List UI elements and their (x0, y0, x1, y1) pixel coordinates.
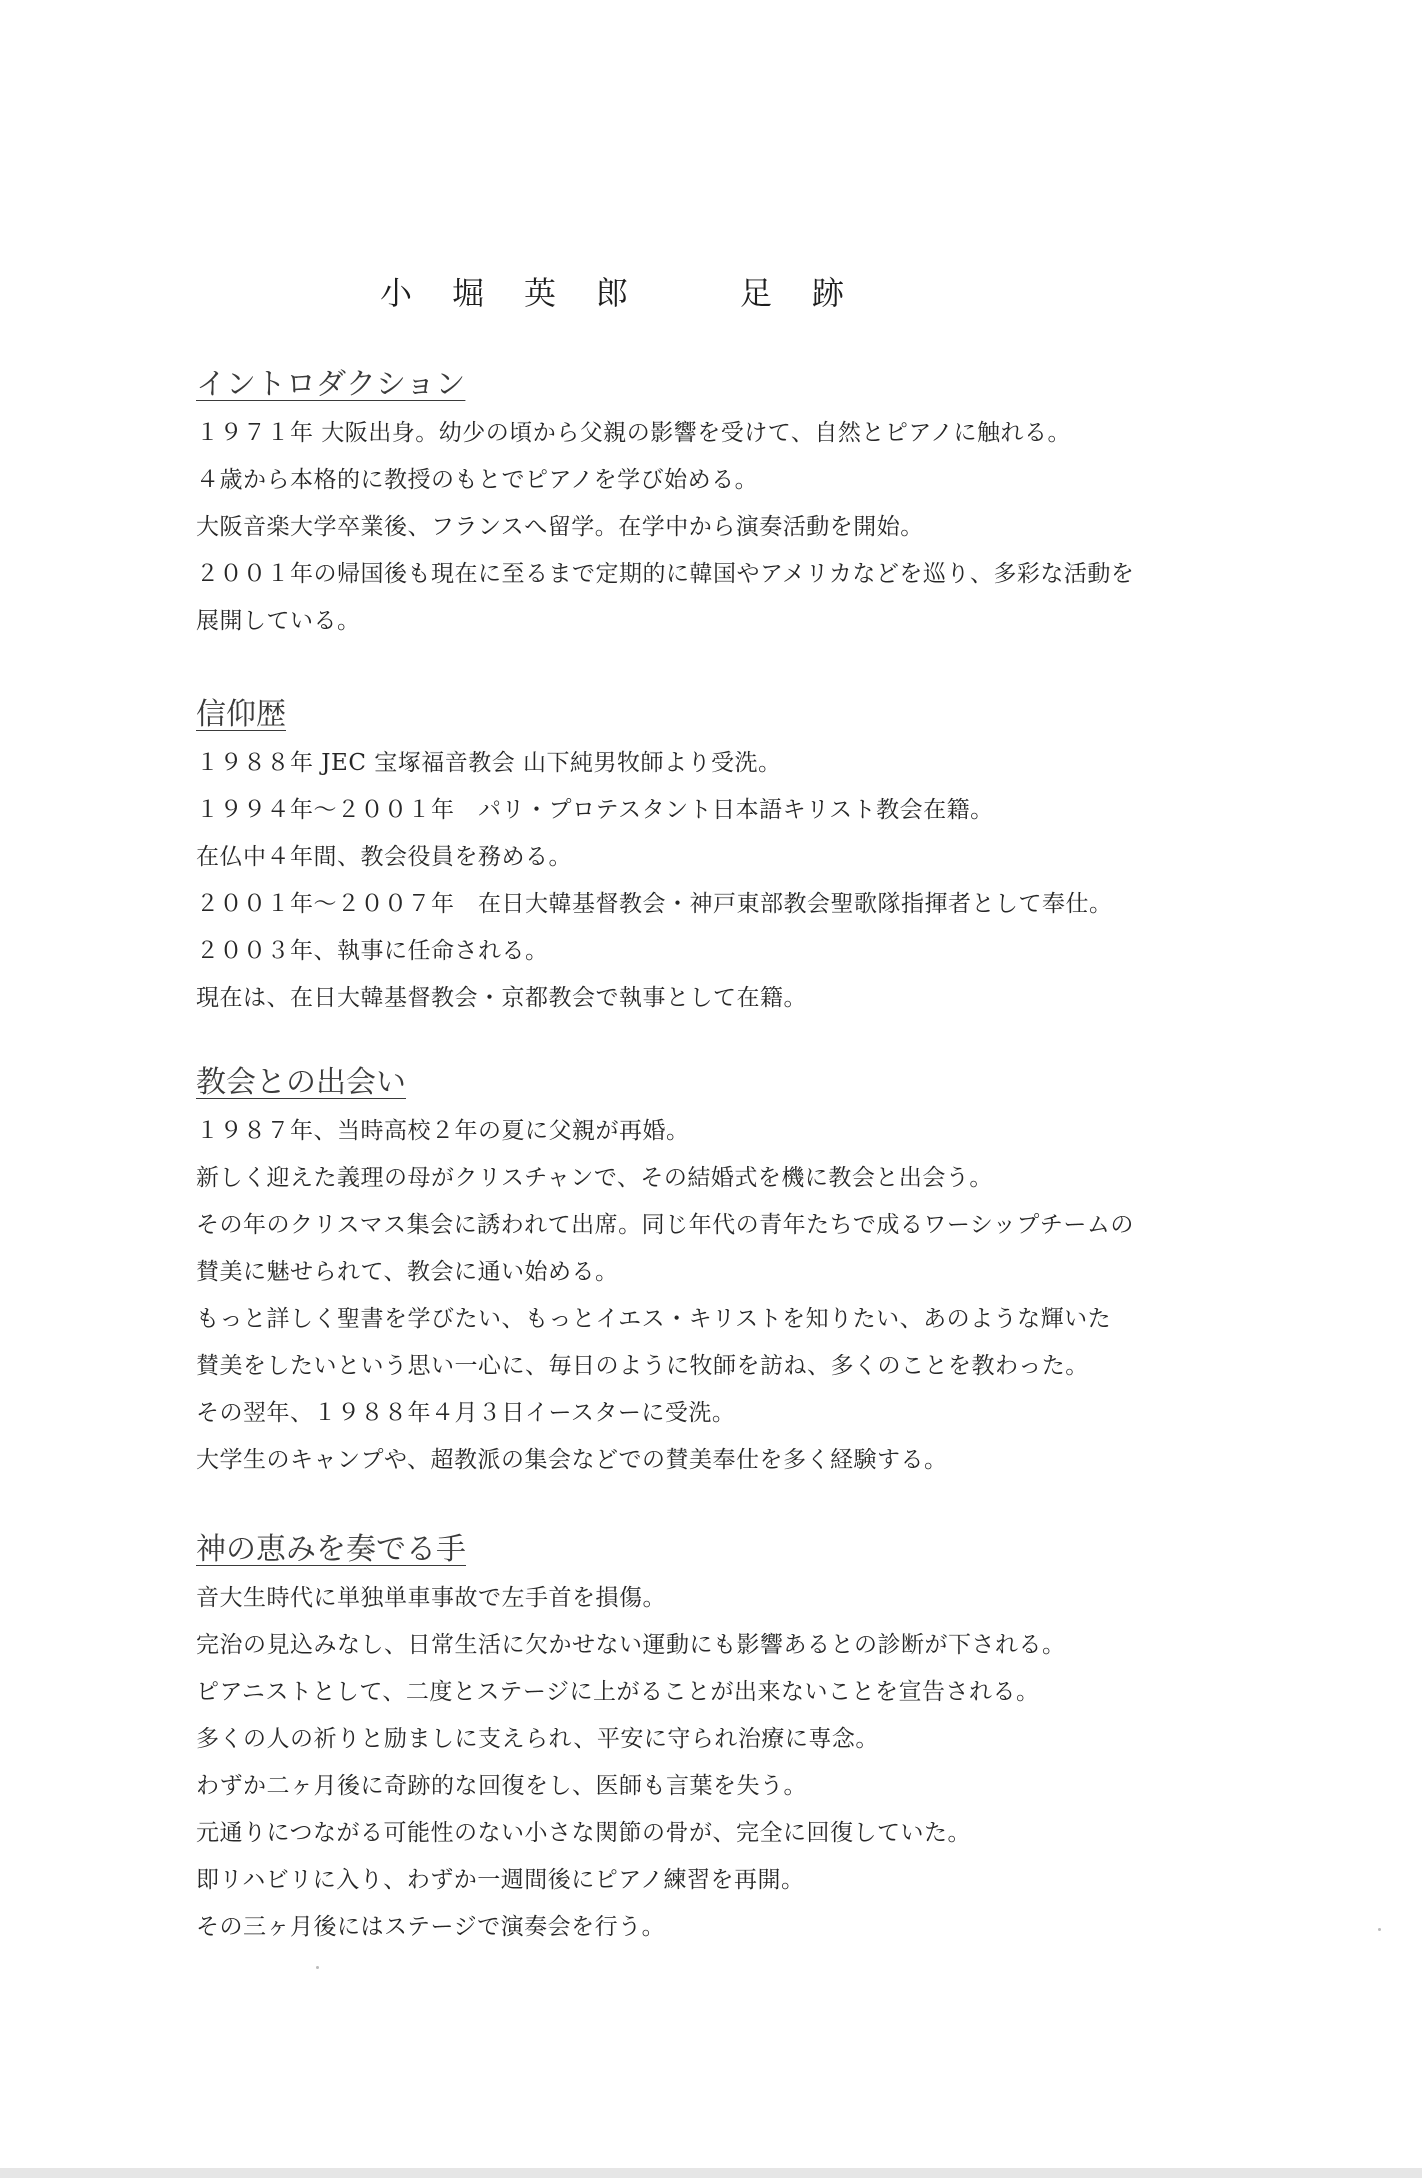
text-line: 完治の見込みなし、日常生活に欠かせない運動にも影響あるとの診断が下される。 (196, 1632, 1066, 1658)
section-heading: 信仰歴 (196, 697, 286, 732)
text-line: １９７１年 大阪出身。幼少の頃から父親の影響を受けて、自然とピアノに触れる。 (196, 420, 1072, 446)
text-line: その年のクリスマス集会に誘われて出席。同じ年代の青年たちで成るワーシップチームの (196, 1212, 1134, 1238)
section-hands-of-grace (196, 1525, 1296, 1951)
text-line: １９８７年、当時高校２年の夏に父親が再婚。 (196, 1118, 690, 1144)
text-line: ４歳から本格的に教授のもとでピアノを学び始める。 (196, 467, 759, 493)
text-line: 音大生時代に単独単車事故で左手首を損傷。 (196, 1585, 666, 1611)
text-line: 多くの人の祈りと励ましに支えられ、平安に守られ治療に専念。 (196, 1726, 879, 1752)
text-line: 在仏中４年間、教会役員を務める。 (196, 844, 572, 870)
scan-speck (316, 1966, 319, 1969)
section-introduction (196, 360, 1296, 645)
text-line: 現在は、在日大韓基督教会・京都教会で執事として在籍。 (196, 985, 807, 1011)
text-line: ２００１年の帰国後も現在に至るまで定期的に韓国やアメリカなどを巡り、多彩な活動を (196, 561, 1135, 587)
section-church-encounter (196, 1058, 1296, 1484)
text-line: １９８８年 JEC 宝塚福音教会 山下純男牧師より受洗。 (196, 750, 782, 776)
text-line: 賛美をしたいという思い一心に、毎日のように牧師を訪ね、多くのことを教わった。 (196, 1353, 1089, 1379)
section-heading: 神の恵みを奏でる手 (196, 1532, 466, 1567)
text-line: ２００１年～２００７年 在日大韓基督教会・神戸東部教会聖歌隊指揮者として奉仕。 (196, 891, 1113, 917)
text-line: 即リハビリに入り、わずか一週間後にピアノ練習を再開。 (196, 1867, 805, 1893)
text-line: ピアニストとして、二度とステージに上がることが出来ないことを宣告される。 (196, 1679, 1040, 1705)
text-line: もっと詳しく聖書を学びたい、もっとイエス・キリストを知りたい、あのような輝いた (196, 1306, 1112, 1332)
text-line: 展開している。 (196, 608, 361, 634)
section-heading: イントロダクション (196, 367, 466, 402)
text-line: ２００３年、執事に任命される。 (196, 938, 549, 964)
scan-bottom-edge (0, 2168, 1422, 2178)
text-line: その翌年、１９８８年４月３日イースターに受洗。 (196, 1400, 736, 1426)
text-line: 元通りにつながる可能性のない小さな関節の骨が、完全に回復していた。 (196, 1820, 972, 1846)
section-faith-history (196, 690, 1296, 1022)
text-line: 大阪音楽大学卒業後、フランスへ留学。在学中から演奏活動を開始。 (196, 514, 924, 540)
text-line: わずか二ヶ月後に奇跡的な回復をし、医師も言葉を失う。 (196, 1773, 807, 1799)
text-line: １９９４年～２００１年 パリ・プロテスタント日本語キリスト教会在籍。 (196, 797, 994, 823)
text-line: 大学生のキャンプや、超教派の集会などでの賛美奉仕を多く経験する。 (196, 1447, 948, 1473)
text-line: 賛美に魅せられて、教会に通い始める。 (196, 1259, 619, 1285)
text-line: 新しく迎えた義理の母がクリスチャンで、その結婚式を機に教会と出会う。 (196, 1165, 993, 1191)
text-line: その三ヶ月後にはステージで演奏会を行う。 (196, 1914, 666, 1940)
scan-speck (1378, 1928, 1381, 1931)
page-title: 小 堀 英 郎 足 跡 (380, 274, 849, 312)
section-heading: 教会との出会い (196, 1065, 406, 1100)
